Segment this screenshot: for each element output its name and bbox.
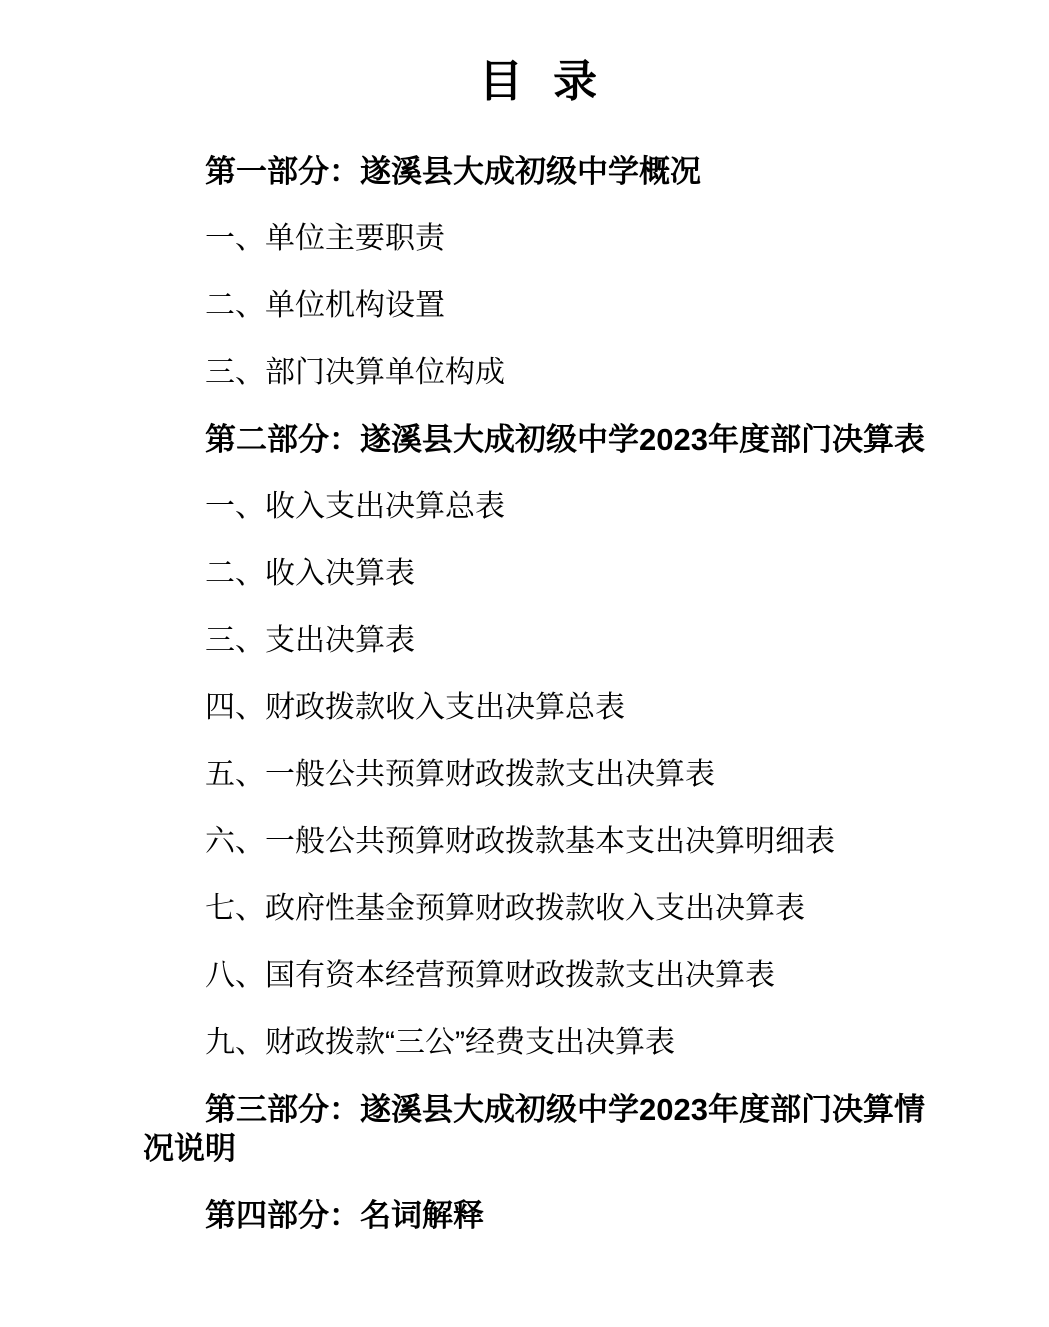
toc-heading-part-2: 第二部分：遂溪县大成初级中学2023年度部门决算表 xyxy=(205,422,925,457)
page-title: 目 录 xyxy=(478,57,599,106)
toc-item-part1-1: 一、单位主要职责 xyxy=(205,222,445,255)
toc-item-part2-9: 九、财政拨款“三公”经费支出决算表 xyxy=(205,1026,675,1059)
toc-heading-part-3: 第三部分：遂溪县大成初级中学2023年度部门决算情况说明 xyxy=(143,1092,925,1166)
toc-item-part2-3: 三、支出决算表 xyxy=(205,624,415,657)
toc-item-part2-4: 四、财政拨款收入支出决算总表 xyxy=(205,691,625,724)
toc-item-part2-7: 七、政府性基金预算财政拨款收入支出决算表 xyxy=(205,892,805,925)
toc-item-part2-6: 六、一般公共预算财政拨款基本支出决算明细表 xyxy=(205,825,835,858)
toc-item-part2-2: 二、收入决算表 xyxy=(205,557,415,590)
toc-item-part2-1: 一、收入支出决算总表 xyxy=(205,490,505,523)
toc-item-part2-8: 八、国有资本经营预算财政拨款支出决算表 xyxy=(205,959,775,992)
toc-heading-part-4: 第四部分：名词解释 xyxy=(205,1198,484,1233)
toc-item-part2-5: 五、一般公共预算财政拨款支出决算表 xyxy=(205,758,715,791)
toc-heading-part-1: 第一部分：遂溪县大成初级中学概况 xyxy=(205,154,701,189)
toc-item-part1-2: 二、单位机构设置 xyxy=(205,289,445,322)
toc-item-part1-3: 三、部门决算单位构成 xyxy=(205,356,505,389)
